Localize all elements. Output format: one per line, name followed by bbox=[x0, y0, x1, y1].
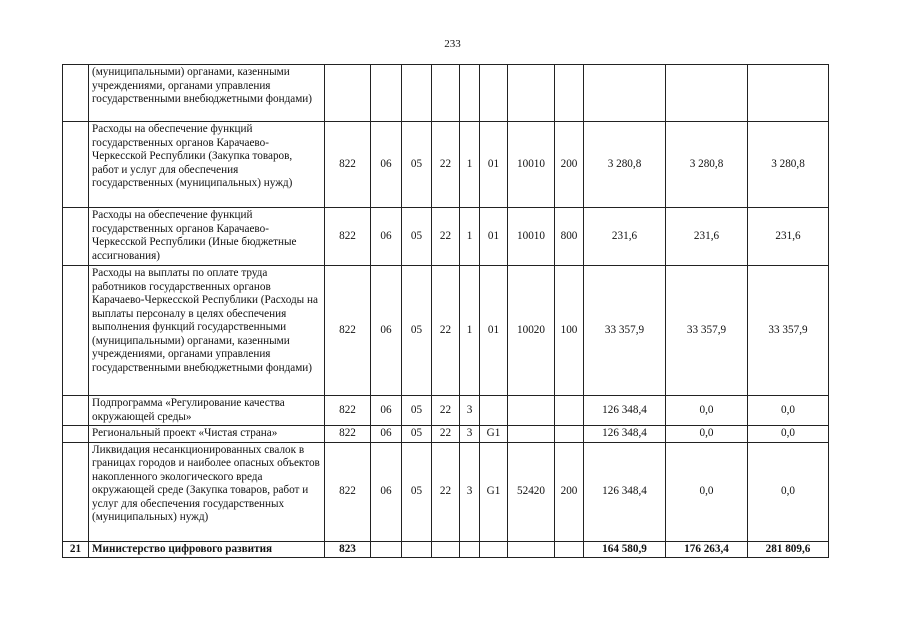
table-row bbox=[63, 442, 829, 541]
subprogram-code-cell: 1 bbox=[460, 208, 480, 266]
row-number-cell: 21 bbox=[63, 541, 89, 558]
section-code-cell: 06 bbox=[371, 208, 402, 266]
ministry-code-cell: 822 bbox=[325, 442, 371, 541]
ministry-code-cell: 823 bbox=[325, 541, 371, 558]
expense-type-cell: 800 bbox=[555, 208, 584, 266]
amount-year2-cell: 3 280,8 bbox=[666, 122, 748, 208]
table-row bbox=[63, 65, 829, 122]
project-code-cell: 01 bbox=[480, 266, 508, 396]
direction-code-cell: 10010 bbox=[508, 122, 555, 208]
subsection-code-cell: 05 bbox=[402, 122, 432, 208]
project-code-cell bbox=[480, 65, 508, 122]
amount-year1-cell: 3 280,8 bbox=[584, 122, 666, 208]
amount-year3-cell: 0,0 bbox=[748, 442, 829, 541]
amount-year3-cell: 33 357,9 bbox=[748, 266, 829, 396]
amount-year2-cell: 0,0 bbox=[666, 426, 748, 443]
ministry-code-cell: 822 bbox=[325, 208, 371, 266]
project-code-cell: 01 bbox=[480, 122, 508, 208]
table-row bbox=[63, 426, 829, 443]
section-code-cell: 06 bbox=[371, 426, 402, 443]
expense-type-cell bbox=[555, 65, 584, 122]
amount-year3-cell: 231,6 bbox=[748, 208, 829, 266]
program-code-cell: 22 bbox=[432, 442, 460, 541]
subsection-code-cell bbox=[402, 65, 432, 122]
amount-year2-cell: 0,0 bbox=[666, 396, 748, 426]
expense-type-cell bbox=[555, 541, 584, 558]
expense-name-cell: (муниципальными) органами, казенными учреждениями, органами управления государственными внебюджетными фондами) bbox=[89, 65, 325, 122]
expense-type-cell: 200 bbox=[555, 442, 584, 541]
project-code-cell: 01 bbox=[480, 208, 508, 266]
amount-year3-cell: 0,0 bbox=[748, 396, 829, 426]
amount-year2-cell: 176 263,4 bbox=[666, 541, 748, 558]
program-code-cell bbox=[432, 65, 460, 122]
section-code-cell bbox=[371, 65, 402, 122]
amount-year1-cell: 33 357,9 bbox=[584, 266, 666, 396]
section-code-cell bbox=[371, 541, 402, 558]
ministry-code-cell bbox=[325, 65, 371, 122]
table-row bbox=[63, 208, 829, 266]
section-code-cell: 06 bbox=[371, 442, 402, 541]
expense-name-cell: Министерство цифрового развития bbox=[89, 541, 325, 558]
expense-name-cell: Расходы на обеспечение функций государственных органов Карачаево-Черкесской Республики (Иные бюджетные ассигнования) bbox=[89, 208, 325, 266]
direction-code-cell bbox=[508, 396, 555, 426]
ministry-code-cell: 822 bbox=[325, 396, 371, 426]
amount-year1-cell: 231,6 bbox=[584, 208, 666, 266]
program-code-cell bbox=[432, 541, 460, 558]
section-code-cell: 06 bbox=[371, 266, 402, 396]
expense-type-cell: 200 bbox=[555, 122, 584, 208]
section-code-cell: 06 bbox=[371, 396, 402, 426]
amount-year3-cell: 281 809,6 bbox=[748, 541, 829, 558]
subsection-code-cell: 05 bbox=[402, 266, 432, 396]
expense-type-cell: 100 bbox=[555, 266, 584, 396]
project-code-cell bbox=[480, 541, 508, 558]
row-number-cell bbox=[63, 266, 89, 396]
program-code-cell: 22 bbox=[432, 122, 460, 208]
expense-name-cell: Расходы на выплаты по оплате труда работников государственных органов Карачаево-Черкесской Республики (Расходы на выплаты персоналу в целях обеспечения выполнения функций государственными (муниципальными) органами, казенными учреждениями, органами управления государственными внебюджетными фондами) bbox=[89, 266, 325, 396]
ministry-code-cell: 822 bbox=[325, 426, 371, 443]
direction-code-cell bbox=[508, 541, 555, 558]
subprogram-code-cell bbox=[460, 65, 480, 122]
program-code-cell: 22 bbox=[432, 266, 460, 396]
project-code-cell: G1 bbox=[480, 442, 508, 541]
table-row bbox=[63, 266, 829, 396]
expense-name-cell: Расходы на обеспечение функций государственных органов Карачаево-Черкесской Республики (Закупка товаров, работ и услуг для обеспечения государственных (муниципальных) нужд) bbox=[89, 122, 325, 208]
amount-year3-cell: 0,0 bbox=[748, 426, 829, 443]
row-number-cell bbox=[63, 208, 89, 266]
table-row bbox=[63, 541, 829, 558]
subprogram-code-cell: 3 bbox=[460, 442, 480, 541]
ministry-code-cell: 822 bbox=[325, 266, 371, 396]
expense-name-cell: Подпрограмма «Регулирование качества окружающей среды» bbox=[89, 396, 325, 426]
subsection-code-cell bbox=[402, 541, 432, 558]
subprogram-code-cell: 3 bbox=[460, 396, 480, 426]
program-code-cell: 22 bbox=[432, 208, 460, 266]
amount-year2-cell bbox=[666, 65, 748, 122]
row-number-cell bbox=[63, 65, 89, 122]
table-row bbox=[63, 122, 829, 208]
row-number-cell bbox=[63, 396, 89, 426]
ministry-code-cell: 822 bbox=[325, 122, 371, 208]
subsection-code-cell: 05 bbox=[402, 426, 432, 443]
expense-type-cell bbox=[555, 396, 584, 426]
subprogram-code-cell: 1 bbox=[460, 266, 480, 396]
amount-year3-cell: 3 280,8 bbox=[748, 122, 829, 208]
subprogram-code-cell: 3 bbox=[460, 426, 480, 443]
expense-name-cell: Региональный проект «Чистая страна» bbox=[89, 426, 325, 443]
amount-year1-cell: 164 580,9 bbox=[584, 541, 666, 558]
subprogram-code-cell: 1 bbox=[460, 122, 480, 208]
project-code-cell: G1 bbox=[480, 426, 508, 443]
amount-year1-cell: 126 348,4 bbox=[584, 396, 666, 426]
program-code-cell: 22 bbox=[432, 396, 460, 426]
project-code-cell bbox=[480, 396, 508, 426]
expense-type-cell bbox=[555, 426, 584, 443]
subsection-code-cell: 05 bbox=[402, 396, 432, 426]
table-row bbox=[63, 396, 829, 426]
direction-code-cell: 10020 bbox=[508, 266, 555, 396]
amount-year2-cell: 231,6 bbox=[666, 208, 748, 266]
amount-year2-cell: 33 357,9 bbox=[666, 266, 748, 396]
amount-year3-cell bbox=[748, 65, 829, 122]
program-code-cell: 22 bbox=[432, 426, 460, 443]
expense-name-cell: Ликвидация несанкционированных свалок в границах городов и наиболее опасных объектов накопленного экологического вреда окружающей среде (Закупка товаров, работ и услуг для обеспечения государственных (муниципальных) нужд) bbox=[89, 442, 325, 541]
subsection-code-cell: 05 bbox=[402, 442, 432, 541]
budget-table bbox=[62, 64, 829, 558]
subprogram-code-cell bbox=[460, 541, 480, 558]
direction-code-cell: 52420 bbox=[508, 442, 555, 541]
direction-code-cell bbox=[508, 65, 555, 122]
row-number-cell bbox=[63, 442, 89, 541]
amount-year2-cell: 0,0 bbox=[666, 442, 748, 541]
direction-code-cell: 10010 bbox=[508, 208, 555, 266]
amount-year1-cell: 126 348,4 bbox=[584, 426, 666, 443]
subsection-code-cell: 05 bbox=[402, 208, 432, 266]
row-number-cell bbox=[63, 426, 89, 443]
amount-year1-cell: 126 348,4 bbox=[584, 442, 666, 541]
direction-code-cell bbox=[508, 426, 555, 443]
section-code-cell: 06 bbox=[371, 122, 402, 208]
page-number: 233 bbox=[444, 38, 461, 50]
row-number-cell bbox=[63, 122, 89, 208]
amount-year1-cell bbox=[584, 65, 666, 122]
